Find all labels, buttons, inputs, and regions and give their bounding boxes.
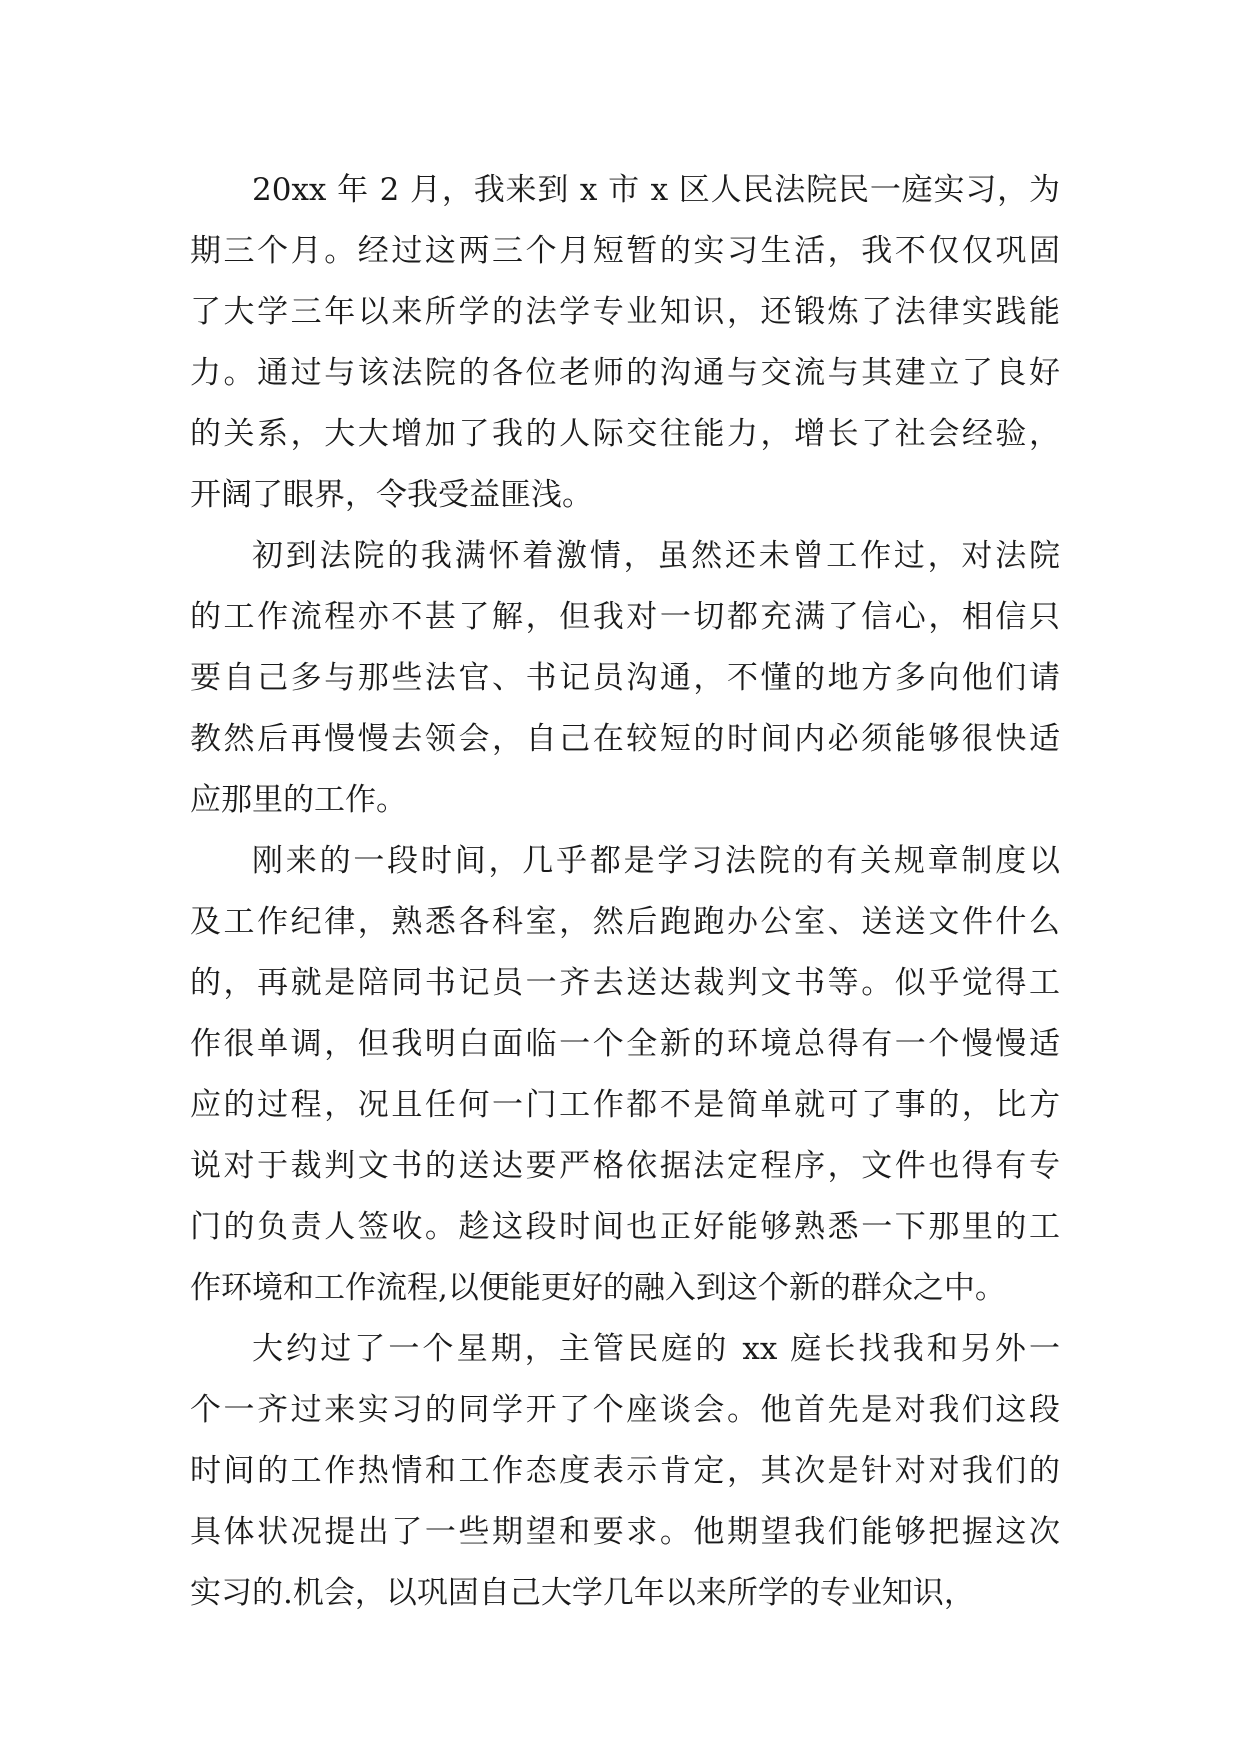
- text-line: 教然后再慢慢去领会，自己在较短的时间内必须能够很快适: [190, 721, 1060, 757]
- text-line: 实习的.机会，以巩固自己大学几年以来所学的专业知识，: [190, 1575, 975, 1611]
- text-line: 时间的工作热情和工作态度表示肯定，其次是针对对我们的: [190, 1453, 1060, 1489]
- text-line: 作环境和工作流程,以便能更好的融入到这个新的群众之中。: [190, 1270, 1006, 1306]
- text-line: 说对于裁判文书的送达要严格依据法定程序，文件也得有专: [190, 1148, 1060, 1184]
- text-line: 要自己多与那些法官、书记员沟通，不懂的地方多向他们请: [190, 660, 1060, 696]
- paragraph: [190, 526, 1060, 831]
- text-line: 力。通过与该法院的各位老师的沟通与交流与其建立了良好: [190, 355, 1060, 391]
- paragraph: [190, 1319, 1060, 1624]
- text-line: 的工作流程亦不甚了解，但我对一切都充满了信心，相信只: [190, 599, 1060, 635]
- paragraph: [190, 160, 1060, 526]
- text-line: 了大学三年以来所学的法学专业知识，还锻炼了法律实践能: [190, 294, 1060, 330]
- text-line: 大约过了一个星期，主管民庭的 xx 庭长找我和另外一: [252, 1331, 1060, 1367]
- text-line: 门的负责人签收。趁这段时间也正好能够熟悉一下那里的工: [190, 1209, 1060, 1245]
- text-line: 的，再就是陪同书记员一齐去送达裁判文书等。似乎觉得工: [190, 965, 1060, 1001]
- text-line: 初到法院的我满怀着激情，虽然还未曾工作过，对法院: [252, 538, 1060, 574]
- paragraph: [190, 831, 1060, 1319]
- text-line: 刚来的一段时间，几乎都是学习法院的有关规章制度以: [252, 843, 1060, 879]
- text-line: 个一齐过来实习的同学开了个座谈会。他首先是对我们这段: [190, 1392, 1060, 1428]
- text-line: 作很单调，但我明白面临一个全新的环境总得有一个慢慢适: [190, 1026, 1060, 1062]
- text-line: 的关系，大大增加了我的人际交往能力，增长了社会经验，: [190, 416, 1060, 452]
- text-line: 及工作纪律，熟悉各科室，然后跑跑办公室、送送文件什么: [190, 904, 1060, 940]
- text-line: 应那里的工作。: [190, 782, 407, 818]
- text-line: 期三个月。经过这两三个月短暂的实习生活，我不仅仅巩固: [190, 233, 1060, 269]
- text-line: 具体状况提出了一些期望和要求。他期望我们能够把握这次: [190, 1514, 1060, 1550]
- text-line: 应的过程，况且任何一门工作都不是简单就可了事的，比方: [190, 1087, 1060, 1123]
- text-line: 开阔了眼界，令我受益匪浅。: [190, 477, 593, 513]
- document-body: [190, 160, 1060, 1624]
- text-line: 20xx 年 2 月，我来到 x 市 x 区人民法院民一庭实习，为: [252, 172, 1060, 208]
